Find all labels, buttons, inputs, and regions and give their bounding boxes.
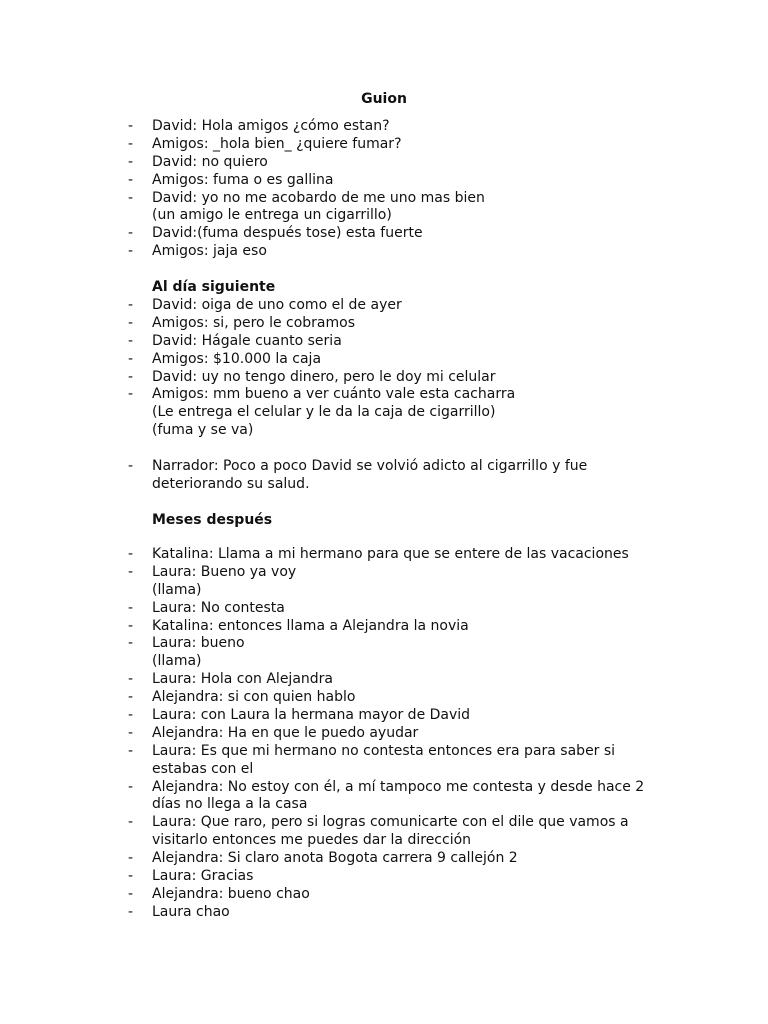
dialogue-text: David: oiga de uno como el de ayer [152, 297, 402, 313]
dialogue-text: Amigos: si, pero le cobramos [152, 314, 355, 331]
dialogue-text: Alejandra: bueno chao [152, 885, 310, 902]
dialogue-text: David: uy no tengo dinero, pero le doy mi celular [152, 368, 496, 385]
bullet-dash: - [128, 118, 134, 134]
dialogue-line [0, 761, 768, 779]
dialogue-line [0, 618, 768, 636]
dialogue-line [0, 635, 768, 653]
bullet-dash: - [128, 885, 134, 902]
dialogue-text: David: Hágale cuanto seria [152, 332, 342, 349]
dialogue-line [0, 886, 768, 904]
dialogue-line [0, 297, 768, 315]
dialogue-line [0, 832, 768, 850]
section-meses-despues [0, 546, 768, 922]
stage-direction-text: (llama) [152, 581, 202, 598]
dialogue-text: Alejandra: si con quien hablo [152, 689, 356, 706]
dialogue-text: Amigos: mm bueno a ver cuánto vale esta cacharra [152, 386, 516, 403]
dialogue-text: estabas con el [152, 760, 254, 777]
section-opening [0, 118, 768, 261]
bullet-dash: - [128, 814, 134, 831]
dialogue-line [0, 243, 768, 261]
bullet-dash: - [128, 689, 134, 706]
section-al-dia-siguiente [0, 297, 768, 440]
bullet-dash: - [128, 903, 134, 920]
dialogue-text: Laura: Bueno ya voy [152, 563, 297, 580]
dialogue-text: Amigos: fuma o es gallina [152, 171, 334, 188]
dialogue-line [0, 671, 768, 689]
dialogue-line [0, 689, 768, 707]
stage-direction-text: (un amigo le entrega un cigarrillo) [152, 207, 392, 224]
dialogue-line [0, 118, 768, 136]
bullet-dash: - [128, 671, 134, 688]
section-heading-meses-despues: Meses después [152, 512, 273, 528]
dialogue-line [0, 796, 768, 814]
dialogue-line [0, 707, 768, 725]
bullet-dash: - [128, 617, 134, 634]
dialogue-line [0, 743, 768, 761]
dialogue-line [0, 190, 768, 208]
dialogue-text: Katalina: Llama a mi hermano para que se entere de las vacaciones [152, 546, 629, 562]
dialogue-text: Laura: con Laura la hermana mayor de David [152, 707, 471, 724]
dialogue-line [0, 904, 768, 922]
bullet-dash: - [128, 635, 134, 652]
stage-direction-text: (llama) [152, 653, 202, 670]
narrator-text: Narrador: Poco a poco David se volvió adicto al cigarrillo y fue [152, 458, 588, 474]
stage-direction-text: (fuma y se va) [152, 422, 254, 439]
bullet-dash: - [128, 332, 134, 349]
narrator-line [0, 458, 768, 476]
bullet-dash: - [128, 778, 134, 795]
dialogue-line [0, 564, 768, 582]
dialogue-text: Amigos: jaja eso [152, 243, 267, 260]
bullet-dash: - [128, 563, 134, 580]
dialogue-text: David:(fuma después tose) esta fuerte [152, 225, 423, 242]
bullet-dash: - [128, 189, 134, 206]
dialogue-line [0, 154, 768, 172]
dialogue-text: David: yo no me acobardo de me uno mas bien [152, 189, 485, 206]
dialogue-text: Laura: Hola con Alejandra [152, 671, 333, 688]
dialogue-line [0, 386, 768, 404]
stage-direction-line [0, 582, 768, 600]
dialogue-line [0, 225, 768, 243]
bullet-dash: - [128, 135, 134, 152]
bullet-dash: - [128, 868, 134, 885]
section-heading-al-dia-siguiente: Al día siguiente [152, 279, 276, 295]
dialogue-text: Laura: Gracias [152, 868, 254, 885]
dialogue-line [0, 315, 768, 333]
dialogue-text: Laura: Que raro, pero si logras comunicarte con el dile que vamos a [152, 814, 629, 831]
dialogue-text: Laura: bueno [152, 635, 245, 652]
narrator-line [0, 476, 768, 494]
section-narrator [0, 458, 768, 494]
stage-direction-line [0, 653, 768, 671]
narrator-text: deteriorando su salud. [152, 475, 310, 492]
dialogue-line [0, 779, 768, 797]
dialogue-text: David: Hola amigos ¿cómo estan? [152, 118, 390, 134]
dialogue-line [0, 351, 768, 369]
dialogue-text: Amigos: _hola bien_ ¿quiere fumar? [152, 135, 402, 152]
bullet-dash: - [128, 599, 134, 616]
bullet-dash: - [128, 724, 134, 741]
dialogue-text: Katalina: entonces llama a Alejandra la novia [152, 617, 469, 634]
bullet-dash: - [128, 171, 134, 188]
bullet-dash: - [128, 368, 134, 385]
dialogue-text: Alejandra: No estoy con él, a mí tampoco me contesta y desde hace 2 [152, 778, 645, 795]
dialogue-text: Laura chao [152, 903, 230, 920]
dialogue-text: días no llega a la casa [152, 796, 308, 813]
dialogue-line [0, 600, 768, 618]
dialogue-line [0, 814, 768, 832]
bullet-dash: - [128, 458, 134, 474]
dialogue-line [0, 172, 768, 190]
dialogue-line [0, 136, 768, 154]
document-title: Guion [361, 91, 407, 107]
bullet-dash: - [128, 350, 134, 367]
stage-direction-line [0, 207, 768, 225]
dialogue-line [0, 546, 768, 564]
bullet-dash: - [128, 742, 134, 759]
dialogue-line [0, 333, 768, 351]
dialogue-text: Laura: No contesta [152, 599, 285, 616]
bullet-dash: - [128, 850, 134, 867]
bullet-dash: - [128, 546, 134, 562]
stage-direction-line [0, 422, 768, 440]
dialogue-text: Laura: Es que mi hermano no contesta entonces era para saber si [152, 742, 616, 759]
bullet-dash: - [128, 243, 134, 260]
bullet-dash: - [128, 297, 134, 313]
stage-direction-line [0, 404, 768, 422]
bullet-dash: - [128, 225, 134, 242]
dialogue-text: David: no quiero [152, 153, 268, 170]
bullet-dash: - [128, 386, 134, 403]
stage-direction-text: (Le entrega el celular y le da la caja de cigarrillo) [152, 404, 496, 421]
bullet-dash: - [128, 707, 134, 724]
dialogue-text: Amigos: $10.000 la caja [152, 350, 322, 367]
bullet-dash: - [128, 153, 134, 170]
bullet-dash: - [128, 314, 134, 331]
dialogue-text: visitarlo entonces me puedes dar la dirección [152, 832, 472, 849]
dialogue-line [0, 725, 768, 743]
dialogue-text: Alejandra: Si claro anota Bogota carrera 9 callejón 2 [152, 850, 518, 867]
dialogue-line [0, 868, 768, 886]
dialogue-line [0, 369, 768, 387]
dialogue-line [0, 850, 768, 868]
dialogue-text: Alejandra: Ha en que le puedo ayudar [152, 724, 419, 741]
